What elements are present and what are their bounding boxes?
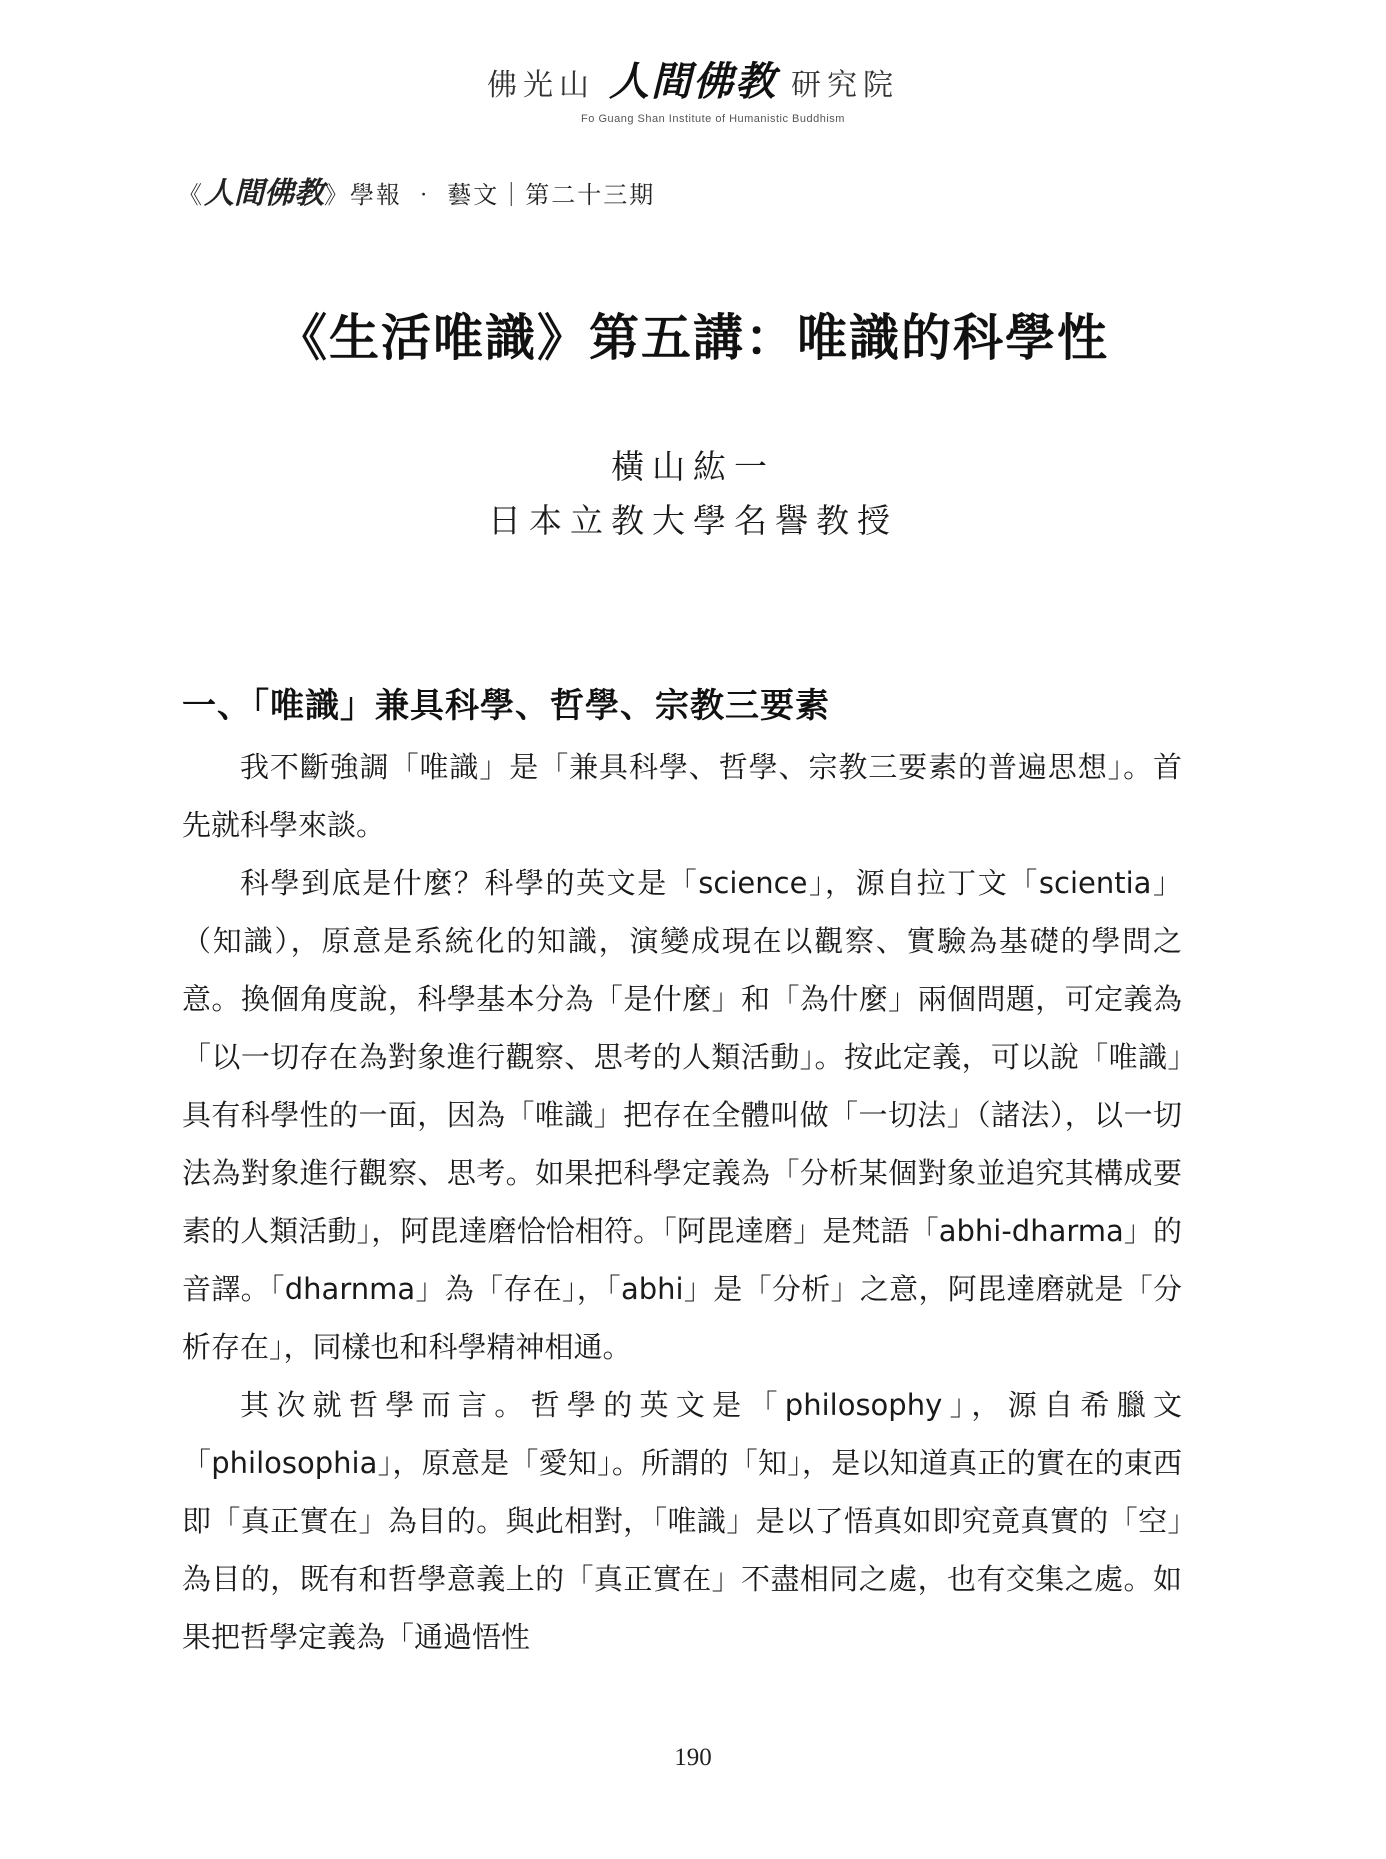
body-paragraph: 我不斷強調「唯識」是「兼具科學、哲學、宗教三要素的普遍思想」。首先就科學來談。 — [182, 750, 1182, 842]
institute-logo-line — [487, 50, 899, 107]
journal-open-bracket: 《 — [178, 181, 204, 209]
article-title: 《生活唯識》第五講：唯識的科學性 — [277, 308, 1109, 367]
journal-issue-text: 》學報 ‧ 藝文｜第二十三期 — [324, 181, 656, 209]
institute-english-name: Fo Guang Shan Institute of Humanistic Buddhism — [581, 113, 845, 125]
journal-running-header — [178, 168, 655, 212]
institute-suffix: 研究院 — [791, 68, 899, 103]
institute-prefix: 佛光山 — [487, 68, 595, 103]
article-body — [182, 738, 1182, 1666]
page-number: 190 — [674, 1744, 712, 1771]
body-paragraph: 科學到底是什麼？科學的英文是「science」，源自拉丁文「scientia」（知識），原意是系統化的知識，演變成現在以觀察、實驗為基礎的學問之意。換個角度說，科學基本分為「是什麼」和「為什麼」兩個問題，可定義為「以一切存在為對象進行觀察、思考的人類活動」。按此定義，可以說「唯識」具有科學性的一面，因為「唯識」把存在全體叫做「一切法」（諸法），以一切法為對象進行觀察、思考。如果把科學定義為「分析某個對象並追究其構成要素的人類活動」，阿毘達磨恰恰相符。「阿毘達磨」是梵語「abhi-dharma」的音譯。「dharnma」為「存在」，「abhi」是「分析」之意，阿毘達磨就是「分析存在」，同樣也和科學精神相通。 — [182, 866, 1182, 1364]
journal-brand-logo: 人間佛教 — [204, 176, 324, 211]
body-paragraph: 其次就哲學而言。哲學的英文是「philosophy」，源自希臘文「philosophia」，原意是「愛知」。所謂的「知」，是以知道真正的實在的東西即「真正實在」為目的。與此相對，「唯識」是以了悟真如即究竟真實的「空」為目的，既有和哲學意義上的「真正實在」不盡相同之處，也有交集之處。如果把哲學定義為「通過悟性 — [182, 1388, 1182, 1654]
author-name: 橫山紘一 — [611, 447, 775, 486]
institute-brand-logo: 人間佛教 — [609, 59, 777, 105]
institute-header — [0, 50, 1386, 125]
author-affiliation: 日本立教大學名譽教授 — [488, 501, 898, 540]
section-heading: 一、「唯識」兼具科學、哲學、宗教三要素 — [182, 686, 830, 726]
